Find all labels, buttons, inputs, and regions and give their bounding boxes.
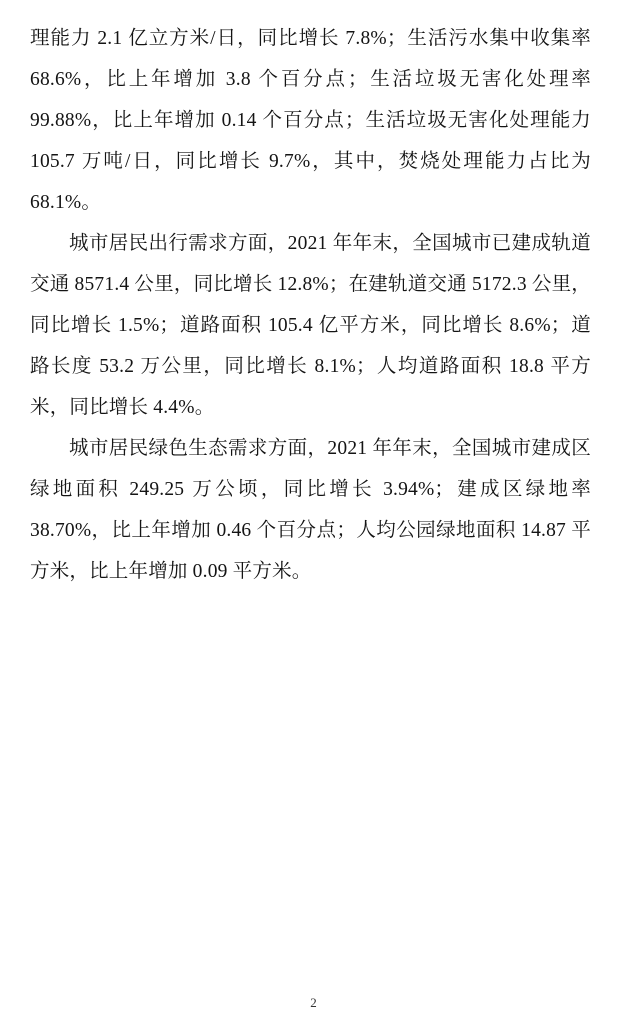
page-number: 2	[310, 995, 317, 1010]
document-body	[30, 18, 591, 592]
paragraph-2: 城市居民出行需求方面，2021 年年末，全国城市已建成轨道交通 8571.4 公里，同比增长 12.8%；在建轨道交通 5172.3 公里，同比增长 1.5%；道路面积 105.4 亿平方米，同比增长 8.6%；道路长度 53.2 万公里，同比增长 8.1%；人均道路面积 18.8 平方米，同比增长 4.4%。	[30, 233, 591, 418]
paragraph-3: 城市居民绿色生态需求方面，2021 年年末，全国城市建成区绿地面积 249.25 万公顷，同比增长 3.94%；建成区绿地率 38.70%，比上年增加 0.46 个百分点；人均公园绿地面积 14.87 平方米，比上年增加 0.09 平方米。	[30, 438, 591, 582]
paragraph-1: 理能力 2.1 亿立方米/日，同比增长 7.8%；生活污水集中收集率 68.6%，比上年增加 3.8 个百分点；生活垃圾无害化处理率 99.88%，比上年增加 0.14 个百分点；生活垃圾无害化处理能力 105.7 万吨/日，同比增长 9.7%，其中，焚烧处理能力占比为 68.1%。	[30, 28, 591, 213]
